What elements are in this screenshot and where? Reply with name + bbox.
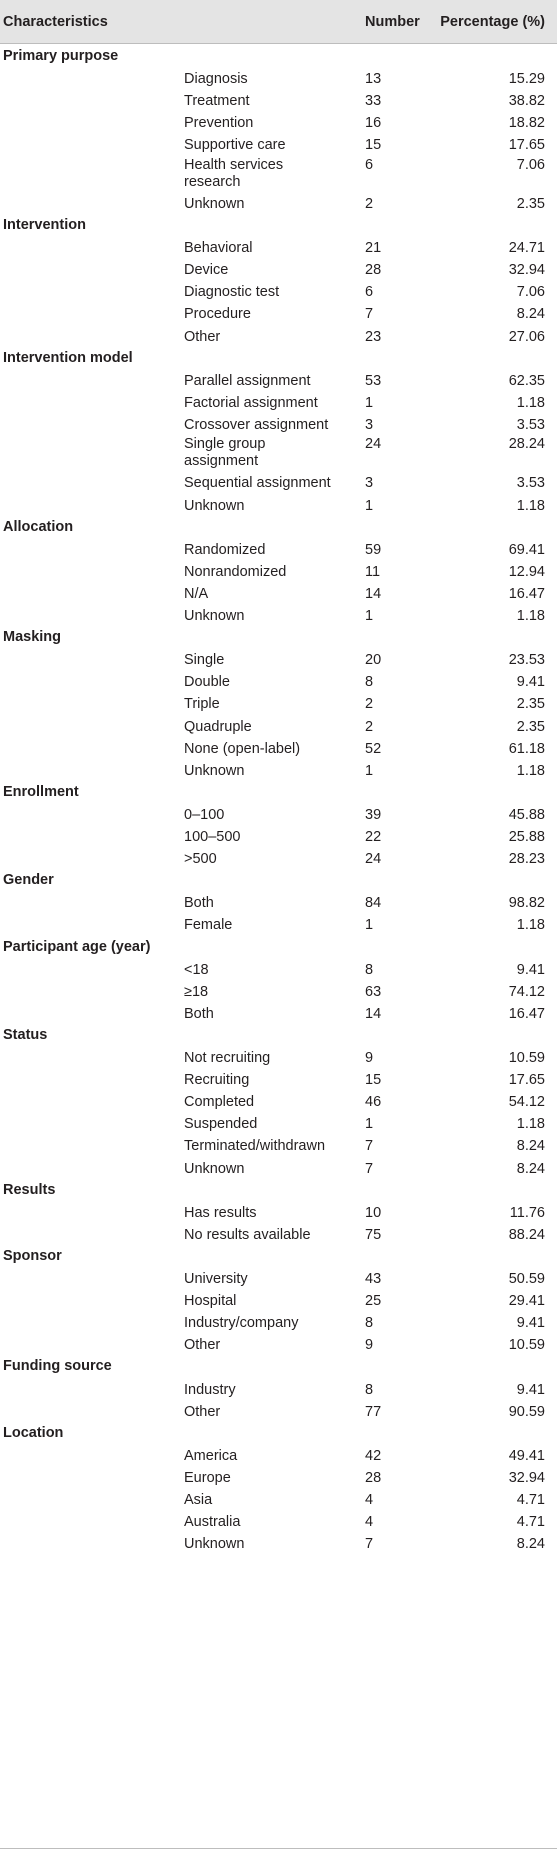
row-percentage: 90.59 — [508, 1403, 545, 1420]
row-number: 28 — [365, 1469, 382, 1486]
row-label: Industry/company — [184, 1315, 299, 1332]
row-percentage: 1.18 — [516, 608, 545, 624]
group-heading: Funding source — [3, 1358, 112, 1375]
row-number: 39 — [365, 806, 382, 823]
row-label: Crossover assignment — [184, 416, 329, 433]
row-percentage: 3.53 — [516, 475, 545, 492]
table-row — [0, 193, 557, 215]
table-row — [0, 68, 557, 90]
row-number: 16 — [365, 115, 382, 132]
row-percentage: 25.88 — [508, 829, 545, 845]
row-percentage: 28.24 — [508, 436, 545, 452]
row-label: Prevention — [184, 115, 254, 132]
row-number: 46 — [365, 1094, 382, 1111]
row-percentage: 38.82 — [508, 93, 545, 110]
row-number: 8 — [365, 1315, 374, 1332]
row-label: Nonrandomized — [184, 563, 287, 580]
row-percentage: 11.76 — [509, 1204, 545, 1221]
row-number: 3 — [365, 416, 374, 433]
row-label: N/A — [184, 585, 209, 602]
row-label: Female — [184, 917, 233, 934]
row-percentage: 24.71 — [508, 240, 545, 257]
row-label: Unknown — [184, 195, 245, 212]
table-row — [0, 1312, 557, 1334]
header-percentage: Percentage (%) — [440, 14, 545, 30]
row-number: 6 — [365, 156, 374, 173]
row-number: 8 — [365, 1381, 374, 1398]
row-label: Suspended — [184, 1116, 258, 1133]
row-number: 1 — [365, 762, 374, 779]
table-row — [0, 738, 557, 760]
table-row — [0, 716, 557, 738]
table-row — [0, 1401, 557, 1423]
row-number: 63 — [365, 983, 382, 1000]
row-percentage: 45.88 — [508, 806, 545, 823]
group-heading: Primary purpose — [3, 48, 119, 64]
row-percentage: 61.18 — [508, 740, 545, 757]
row-number: 7 — [365, 1160, 374, 1177]
row-number: 7 — [365, 1138, 374, 1155]
row-number: 2 — [365, 696, 374, 713]
table-row — [0, 693, 557, 715]
header-characteristics: Characteristics — [3, 14, 108, 30]
row-label: Recruiting — [184, 1072, 250, 1089]
row-number: 14 — [365, 585, 382, 602]
table-row — [0, 1158, 557, 1180]
row-number: 59 — [365, 541, 382, 558]
row-label: Single — [184, 652, 225, 669]
row-label: Quadruple — [184, 718, 252, 735]
row-percentage: 3.53 — [516, 416, 545, 433]
row-number: 4 — [365, 1514, 374, 1531]
row-percentage: 10.59 — [508, 1050, 545, 1066]
row-number: 7 — [365, 1536, 374, 1553]
row-label: Unknown — [184, 497, 245, 514]
table-row — [0, 1113, 557, 1135]
row-percentage: 4.71 — [516, 1514, 545, 1531]
row-number: 14 — [365, 1005, 382, 1022]
table-bottom-rule — [0, 1848, 557, 1849]
row-number: 13 — [365, 71, 382, 88]
row-label: <18 — [184, 961, 209, 978]
row-percentage: 9.41 — [516, 674, 545, 691]
row-label: Other — [184, 328, 221, 345]
table-row — [0, 436, 557, 472]
table-row — [0, 892, 557, 914]
row-percentage: 10.59 — [508, 1337, 545, 1354]
row-label: America — [184, 1447, 238, 1464]
row-label: Unknown — [184, 608, 245, 624]
row-percentage: 98.82 — [508, 895, 545, 912]
table-row — [0, 303, 557, 325]
table-row — [0, 1445, 557, 1467]
row-number: 20 — [365, 652, 382, 669]
row-label: ≥18 — [184, 983, 209, 1000]
row-percentage: 9.41 — [516, 1381, 545, 1398]
row-label: Device — [184, 262, 229, 279]
row-number: 75 — [365, 1226, 382, 1243]
row-percentage: 32.94 — [508, 1469, 545, 1486]
row-percentage: 1.18 — [516, 394, 545, 411]
row-label: Factorial assignment — [184, 394, 318, 411]
table-row — [0, 804, 557, 826]
row-label: Diagnosis — [184, 71, 248, 88]
row-percentage: 88.24 — [508, 1226, 545, 1243]
row-number: 3 — [365, 475, 374, 492]
row-label: None (open-label) — [184, 740, 301, 757]
table-row — [0, 472, 557, 494]
row-label: No results available — [184, 1226, 311, 1243]
row-number: 10 — [365, 1204, 382, 1221]
table-row — [0, 826, 557, 848]
row-label: Unknown — [184, 1160, 245, 1177]
header-number: Number — [365, 14, 420, 30]
row-label: Health services research — [184, 156, 284, 190]
table-header — [0, 0, 557, 43]
table-row — [0, 959, 557, 981]
table-row — [0, 392, 557, 414]
row-label: Double — [184, 674, 230, 691]
table-row — [0, 561, 557, 583]
row-number: 8 — [365, 674, 374, 691]
table-row — [0, 1202, 557, 1224]
row-number: 9 — [365, 1050, 374, 1066]
table-row — [0, 259, 557, 281]
row-percentage: 7.06 — [516, 156, 545, 173]
row-number: 42 — [365, 1447, 382, 1464]
row-number: 1 — [365, 497, 374, 514]
row-number: 52 — [365, 740, 382, 757]
row-percentage: 8.24 — [516, 1536, 545, 1553]
row-label: Terminated/withdrawn — [184, 1138, 326, 1155]
table-row — [0, 157, 557, 193]
row-number: 24 — [365, 436, 382, 452]
row-number: 24 — [365, 851, 382, 868]
table-row — [0, 1091, 557, 1113]
row-percentage: 1.18 — [516, 917, 545, 934]
table-row — [0, 1224, 557, 1246]
table-row — [0, 1003, 557, 1025]
table-row — [0, 112, 557, 134]
row-label: Both — [184, 1005, 214, 1022]
row-percentage: 18.82 — [508, 115, 545, 132]
row-label: Europe — [184, 1469, 231, 1486]
row-label: Completed — [184, 1094, 255, 1111]
table-row — [0, 848, 557, 870]
table-row — [0, 981, 557, 1003]
row-percentage: 16.47 — [508, 585, 545, 602]
row-label: 0–100 — [184, 806, 225, 823]
row-number: 7 — [365, 306, 374, 323]
row-percentage: 16.47 — [508, 1005, 545, 1022]
table-row — [0, 1135, 557, 1157]
row-number: 2 — [365, 195, 374, 212]
row-label: Parallel assignment — [184, 372, 311, 389]
row-percentage: 9.41 — [516, 961, 545, 978]
row-number: 84 — [365, 895, 382, 912]
group-heading: Gender — [3, 872, 54, 889]
row-percentage: 2.35 — [516, 195, 545, 212]
group-heading: Results — [3, 1181, 56, 1198]
row-percentage: 49.41 — [508, 1447, 545, 1464]
row-label: Procedure — [184, 306, 251, 323]
row-number: 53 — [365, 372, 382, 389]
group-heading: Location — [3, 1424, 64, 1441]
row-label: University — [184, 1271, 248, 1287]
row-number: 8 — [365, 961, 374, 978]
table-row — [0, 914, 557, 936]
row-percentage: 8.24 — [516, 306, 545, 323]
row-number: 43 — [365, 1271, 382, 1287]
row-percentage: 15.29 — [508, 71, 545, 88]
table-row — [0, 1467, 557, 1489]
table-row — [0, 1069, 557, 1091]
table-row — [0, 539, 557, 561]
row-label: Australia — [184, 1514, 241, 1531]
row-label: Has results — [184, 1204, 257, 1221]
row-label: Sequential assignment — [184, 475, 331, 492]
row-label: Hospital — [184, 1293, 237, 1310]
row-percentage: 23.53 — [508, 652, 545, 669]
row-percentage: 1.18 — [516, 762, 545, 779]
row-label: Other — [184, 1403, 221, 1420]
table-row — [0, 1334, 557, 1356]
table-row — [0, 649, 557, 671]
row-percentage: 69.41 — [508, 541, 545, 558]
row-number: 4 — [365, 1492, 374, 1508]
row-percentage: 27.06 — [508, 328, 545, 345]
row-label: Other — [184, 1337, 221, 1354]
table-row — [0, 134, 557, 156]
row-label: Diagnostic test — [184, 284, 280, 301]
table-row — [0, 326, 557, 348]
row-number: 22 — [365, 829, 382, 845]
group-heading: Status — [3, 1026, 48, 1043]
table-row — [0, 90, 557, 112]
row-percentage: 2.35 — [516, 696, 545, 713]
row-percentage: 12.94 — [508, 563, 545, 580]
table-row — [0, 583, 557, 605]
row-label: Supportive care — [184, 137, 286, 154]
row-number: 25 — [365, 1293, 382, 1310]
row-label: Behavioral — [184, 240, 253, 257]
table-row — [0, 671, 557, 693]
row-percentage: 8.24 — [516, 1160, 545, 1177]
row-number: 33 — [365, 93, 382, 110]
row-number: 6 — [365, 284, 374, 301]
row-label: Industry — [184, 1381, 236, 1398]
row-number: 21 — [365, 240, 382, 257]
row-percentage: 1.18 — [516, 497, 545, 514]
row-number: 1 — [365, 608, 374, 624]
row-percentage: 17.65 — [508, 137, 545, 154]
group-heading: Intervention — [3, 217, 86, 233]
row-percentage: 54.12 — [508, 1094, 545, 1111]
table-row — [0, 495, 557, 517]
table-row — [0, 1533, 557, 1555]
row-label: Unknown — [184, 1536, 245, 1553]
group-heading: Allocation — [3, 518, 74, 535]
row-percentage: 29.41 — [508, 1293, 545, 1310]
row-percentage: 2.35 — [516, 718, 545, 735]
row-percentage: 4.71 — [516, 1492, 545, 1508]
row-label: Not recruiting — [184, 1050, 271, 1066]
row-label: >500 — [184, 851, 217, 868]
row-number: 1 — [365, 917, 374, 934]
table-row — [0, 1379, 557, 1401]
row-number: 9 — [365, 1337, 374, 1354]
row-percentage: 28.23 — [508, 851, 545, 868]
row-number: 15 — [365, 1072, 382, 1089]
table-row — [0, 281, 557, 303]
row-number: 2 — [365, 718, 374, 735]
row-percentage: 8.24 — [516, 1138, 545, 1155]
row-label: Unknown — [184, 762, 245, 779]
table-row — [0, 237, 557, 259]
row-label: Treatment — [184, 93, 250, 110]
group-heading: Participant age (year) — [3, 938, 151, 955]
row-label: Both — [184, 895, 214, 912]
group-heading: Enrollment — [3, 783, 79, 800]
table-row — [0, 1511, 557, 1533]
row-percentage: 50.59 — [508, 1271, 545, 1287]
row-number: 23 — [365, 328, 382, 345]
table-row — [0, 1489, 557, 1511]
row-number: 1 — [365, 1116, 374, 1133]
row-label: Asia — [184, 1492, 213, 1508]
row-label: 100–500 — [184, 829, 241, 845]
row-percentage: 7.06 — [516, 284, 545, 301]
row-number: 15 — [365, 137, 382, 154]
row-percentage: 32.94 — [508, 262, 545, 279]
table-row — [0, 1268, 557, 1290]
row-percentage: 17.65 — [508, 1072, 545, 1089]
group-heading: Sponsor — [3, 1247, 62, 1264]
row-percentage: 62.35 — [508, 372, 545, 389]
table-row — [0, 760, 557, 782]
group-heading: Intervention model — [3, 349, 133, 366]
table-row — [0, 605, 557, 627]
table-row — [0, 370, 557, 392]
row-label: Triple — [184, 696, 220, 713]
table-row — [0, 414, 557, 436]
row-label: Randomized — [184, 541, 266, 558]
row-number: 77 — [365, 1403, 382, 1420]
row-number: 1 — [365, 394, 374, 411]
row-label: Single group assignment — [184, 436, 266, 469]
row-percentage: 1.18 — [516, 1116, 545, 1133]
row-number: 28 — [365, 262, 382, 279]
row-percentage: 9.41 — [516, 1315, 545, 1332]
table-row — [0, 1290, 557, 1312]
header-divider — [0, 43, 557, 44]
row-number: 11 — [365, 563, 381, 580]
row-percentage: 74.12 — [508, 983, 545, 1000]
group-heading: Masking — [3, 629, 62, 646]
table-row — [0, 1047, 557, 1069]
